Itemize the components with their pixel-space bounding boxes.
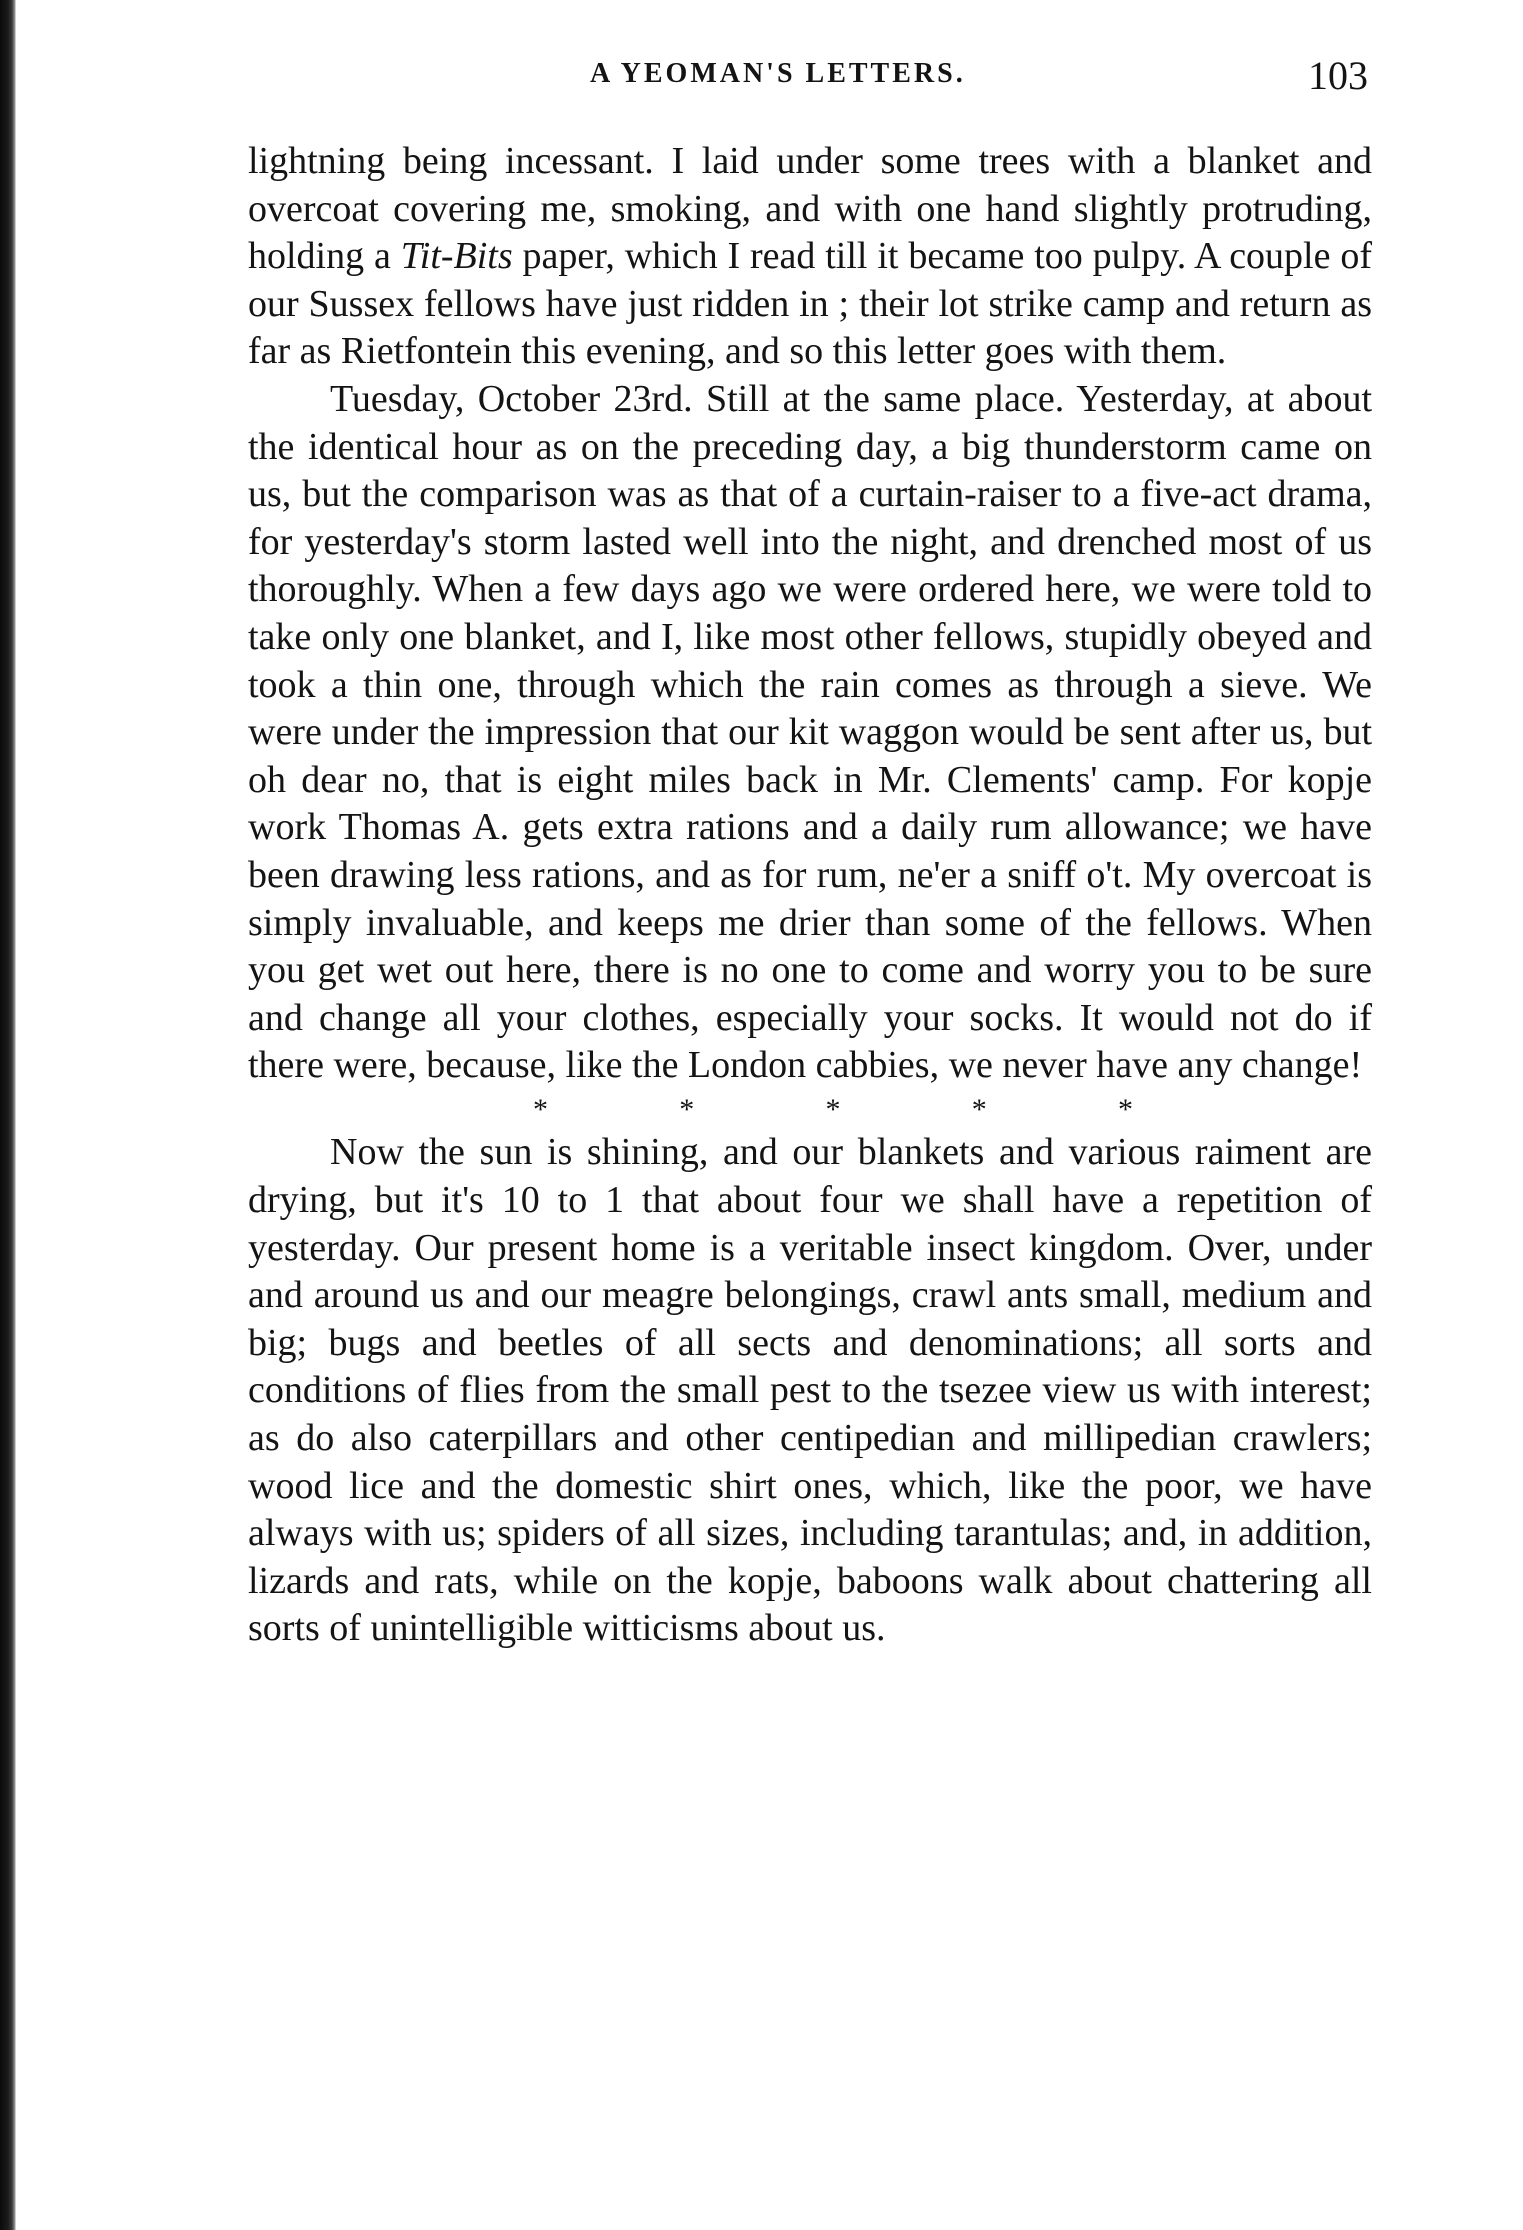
paragraph-1-text: lightning being incessant. I laid under some trees with a blanket and overcoat covering me, smoking, and with one hand slightly protruding, holding a — [248, 140, 1372, 278]
paragraph-1-rest: paper, which I read till it became too pulpy. A couple of our Sussex fellows have just ridden in ; their lot strike camp and return as far as Rietfontein this evening, and so this letter goes with them. — [248, 235, 1373, 373]
page-number: 103 — [1308, 53, 1368, 98]
asterisk: * — [971, 1092, 987, 1126]
section-break — [533, 1086, 1133, 1134]
paragraph-continued — [248, 138, 1372, 376]
italic-title: Tit-Bits — [400, 235, 513, 278]
paragraph-insect-kingdom: Now the sun is shining, and our blankets and various raiment are drying, but it's 10 to 1 that about four we shall have a repetition of yesterday. Our present home is a veritable insect kingdom. Over, under and around us and our meagre belongings, crawl ants small, medium and big; bugs and beetles of all sects and denominations; all sorts and conditions of flies from the small pest to the tsezee view us with interest; as do also caterpillars and other centipedian and millipedian crawlers; wood lice and the domestic shirt ones, which, like the poor, we have always with us; spiders of all sizes, including tarantulas; and, in addition, lizards and rats, while on the kopje, baboons walk about chattering all sorts of unintelligible witticisms about us. — [248, 1131, 1372, 1650]
asterisk: * — [825, 1092, 841, 1126]
page-binding-edge — [0, 0, 16, 2230]
running-head: A YEOMAN'S LETTERS. — [590, 58, 966, 89]
body-text — [248, 138, 1372, 1653]
paragraph-october-23: Tuesday, October 23rd. Still at the same place. Yesterday, at about the identical hour as on the preceding day, a big thunderstorm came on us, but the comparison was as that of a curtain-raiser to a five-act drama, for yesterday's storm lasted well into the night, and drenched most of us thoroughly. When a few days ago we were ordered here, we were told to take only one blanket, and I, like most other fellows, stupidly obeyed and took a thin one, through which the rain comes as through a sieve. We were under the impression that our kit waggon would be sent after us, but oh dear no, that is eight miles back in Mr. Clements' camp. For kopje work Thomas A. gets extra rations and a daily rum allowance; we have been drawing less rations, and as for rum, ne'er a sniff o't. My overcoat is simply invaluable, and keeps me drier than some of the fellows. When you get wet out here, there is no one to come and worry you to be sure and change all your clothes, especially your socks. It would not do if there were, because, like the London cabbies, we never have any change! — [248, 377, 1372, 1087]
asterisk: * — [679, 1092, 695, 1126]
asterisk: * — [1118, 1092, 1133, 1126]
asterisk: * — [533, 1092, 548, 1126]
